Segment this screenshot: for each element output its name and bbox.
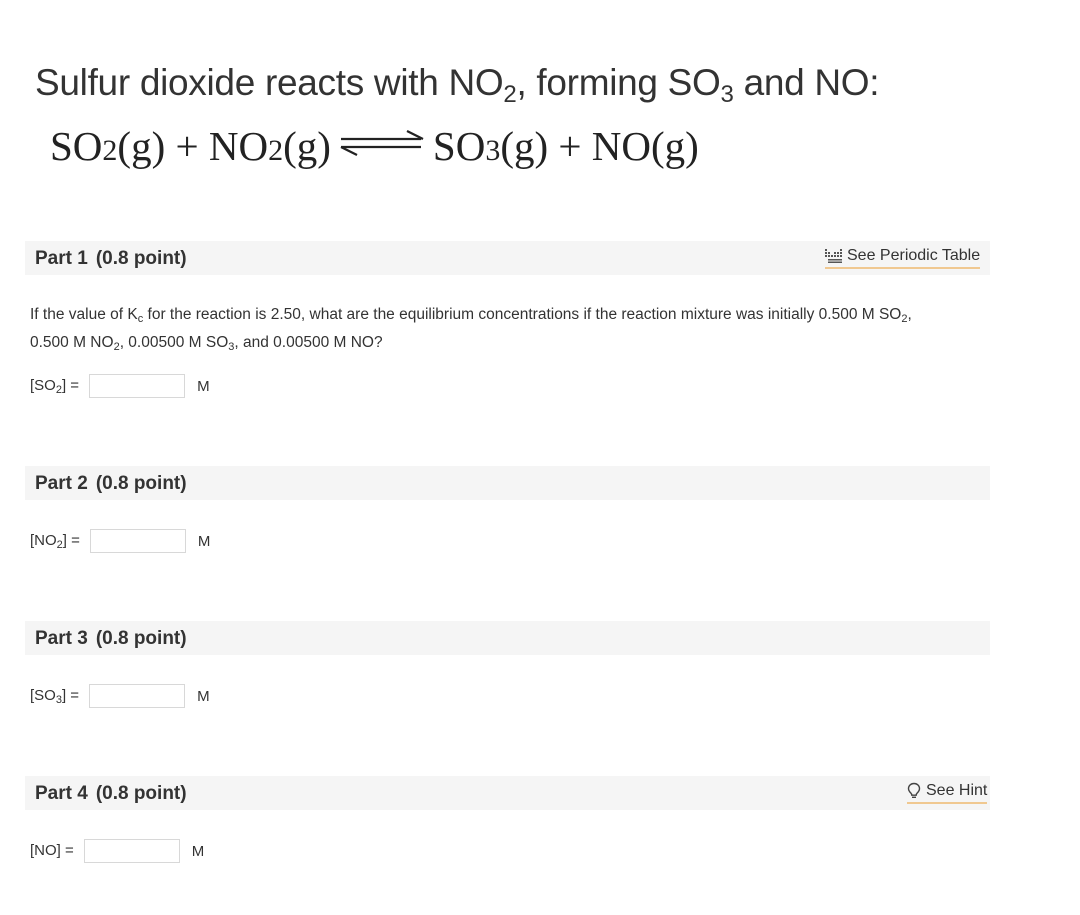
page-title bbox=[35, 62, 879, 109]
plus-sign: + bbox=[548, 123, 592, 169]
no-concentration-input[interactable] bbox=[84, 839, 180, 863]
part-label: Part 2 bbox=[35, 473, 88, 494]
answer-label: $[SO_2]$ = bbox=[30, 376, 80, 396]
reactant-2: NO bbox=[208, 123, 269, 169]
answer-row-no2 bbox=[30, 529, 210, 553]
part-points: (0.8 point) bbox=[95, 783, 187, 804]
answer-row-so3 bbox=[30, 684, 210, 708]
chemical-equation bbox=[50, 122, 699, 170]
equilibrium-arrow-icon bbox=[337, 128, 427, 158]
part-points: (0.8 point) bbox=[95, 248, 187, 269]
part-1-header bbox=[25, 241, 990, 275]
answer-label: $[SO_3]$ = bbox=[30, 686, 80, 706]
product-1-state: (g) bbox=[500, 123, 549, 169]
title-subscript: 2 bbox=[503, 81, 517, 108]
part-2-title bbox=[35, 473, 187, 495]
no2-concentration-input[interactable] bbox=[90, 529, 186, 553]
part-points: (0.8 point) bbox=[95, 473, 187, 494]
part-label: Part 3 bbox=[35, 628, 88, 649]
part-2-header bbox=[25, 466, 990, 500]
see-periodic-table-label: See Periodic Table bbox=[847, 247, 981, 264]
unit-label: M bbox=[191, 842, 205, 860]
title-subscript: 3 bbox=[720, 81, 734, 108]
lightbulb-icon bbox=[907, 782, 921, 800]
part-3-header bbox=[25, 621, 990, 655]
product-2: NO bbox=[591, 123, 651, 169]
answer-row-no bbox=[30, 839, 204, 863]
question-text: If the value of $K_c$ for the reaction is 2.50, what are the equilibrium concentrations if the reaction mixture was initially 0.500 M $SO_2$, 0.500 M $NO_2$, 0.00500 M $SO_3$, and 0.00500 M NO? bbox=[30, 306, 912, 353]
reactant-1-state: (g) bbox=[117, 123, 166, 169]
so2-concentration-input[interactable] bbox=[89, 374, 185, 398]
part-label: Part 4 bbox=[35, 783, 88, 804]
title-text: Sulfur dioxide reacts with NO bbox=[35, 62, 504, 103]
part-label: Part 1 bbox=[35, 248, 88, 269]
unit-label: M bbox=[197, 377, 210, 395]
reactant-1-subscript: 2 bbox=[102, 134, 118, 167]
part-points: (0.8 point) bbox=[95, 628, 187, 649]
product-2-state: (g) bbox=[650, 123, 699, 169]
see-periodic-table-link[interactable] bbox=[825, 247, 980, 269]
title-text: , forming SO bbox=[516, 62, 721, 103]
product-1: SO bbox=[432, 123, 486, 169]
periodic-table-icon bbox=[825, 249, 842, 263]
answer-label: [NO] = bbox=[30, 841, 74, 859]
unit-label: M bbox=[197, 532, 211, 550]
plus-sign: + bbox=[165, 123, 209, 169]
see-hint-label: See Hint bbox=[926, 782, 988, 799]
title-text: and NO: bbox=[733, 62, 880, 103]
part-1-title bbox=[35, 248, 187, 270]
reactant-1: SO bbox=[50, 123, 103, 169]
part-4-title bbox=[35, 783, 187, 805]
part-3-title bbox=[35, 628, 187, 650]
reactant-2-state: (g) bbox=[283, 123, 331, 169]
answer-row-so2 bbox=[30, 374, 210, 398]
part-4-header bbox=[25, 776, 990, 810]
see-hint-link[interactable] bbox=[907, 782, 987, 804]
product-1-subscript: 3 bbox=[485, 134, 501, 167]
so3-concentration-input[interactable] bbox=[89, 684, 185, 708]
answer-label: $[NO_2]$ = bbox=[30, 531, 80, 551]
reactant-2-subscript: 2 bbox=[268, 134, 284, 167]
unit-label: M bbox=[197, 687, 210, 705]
